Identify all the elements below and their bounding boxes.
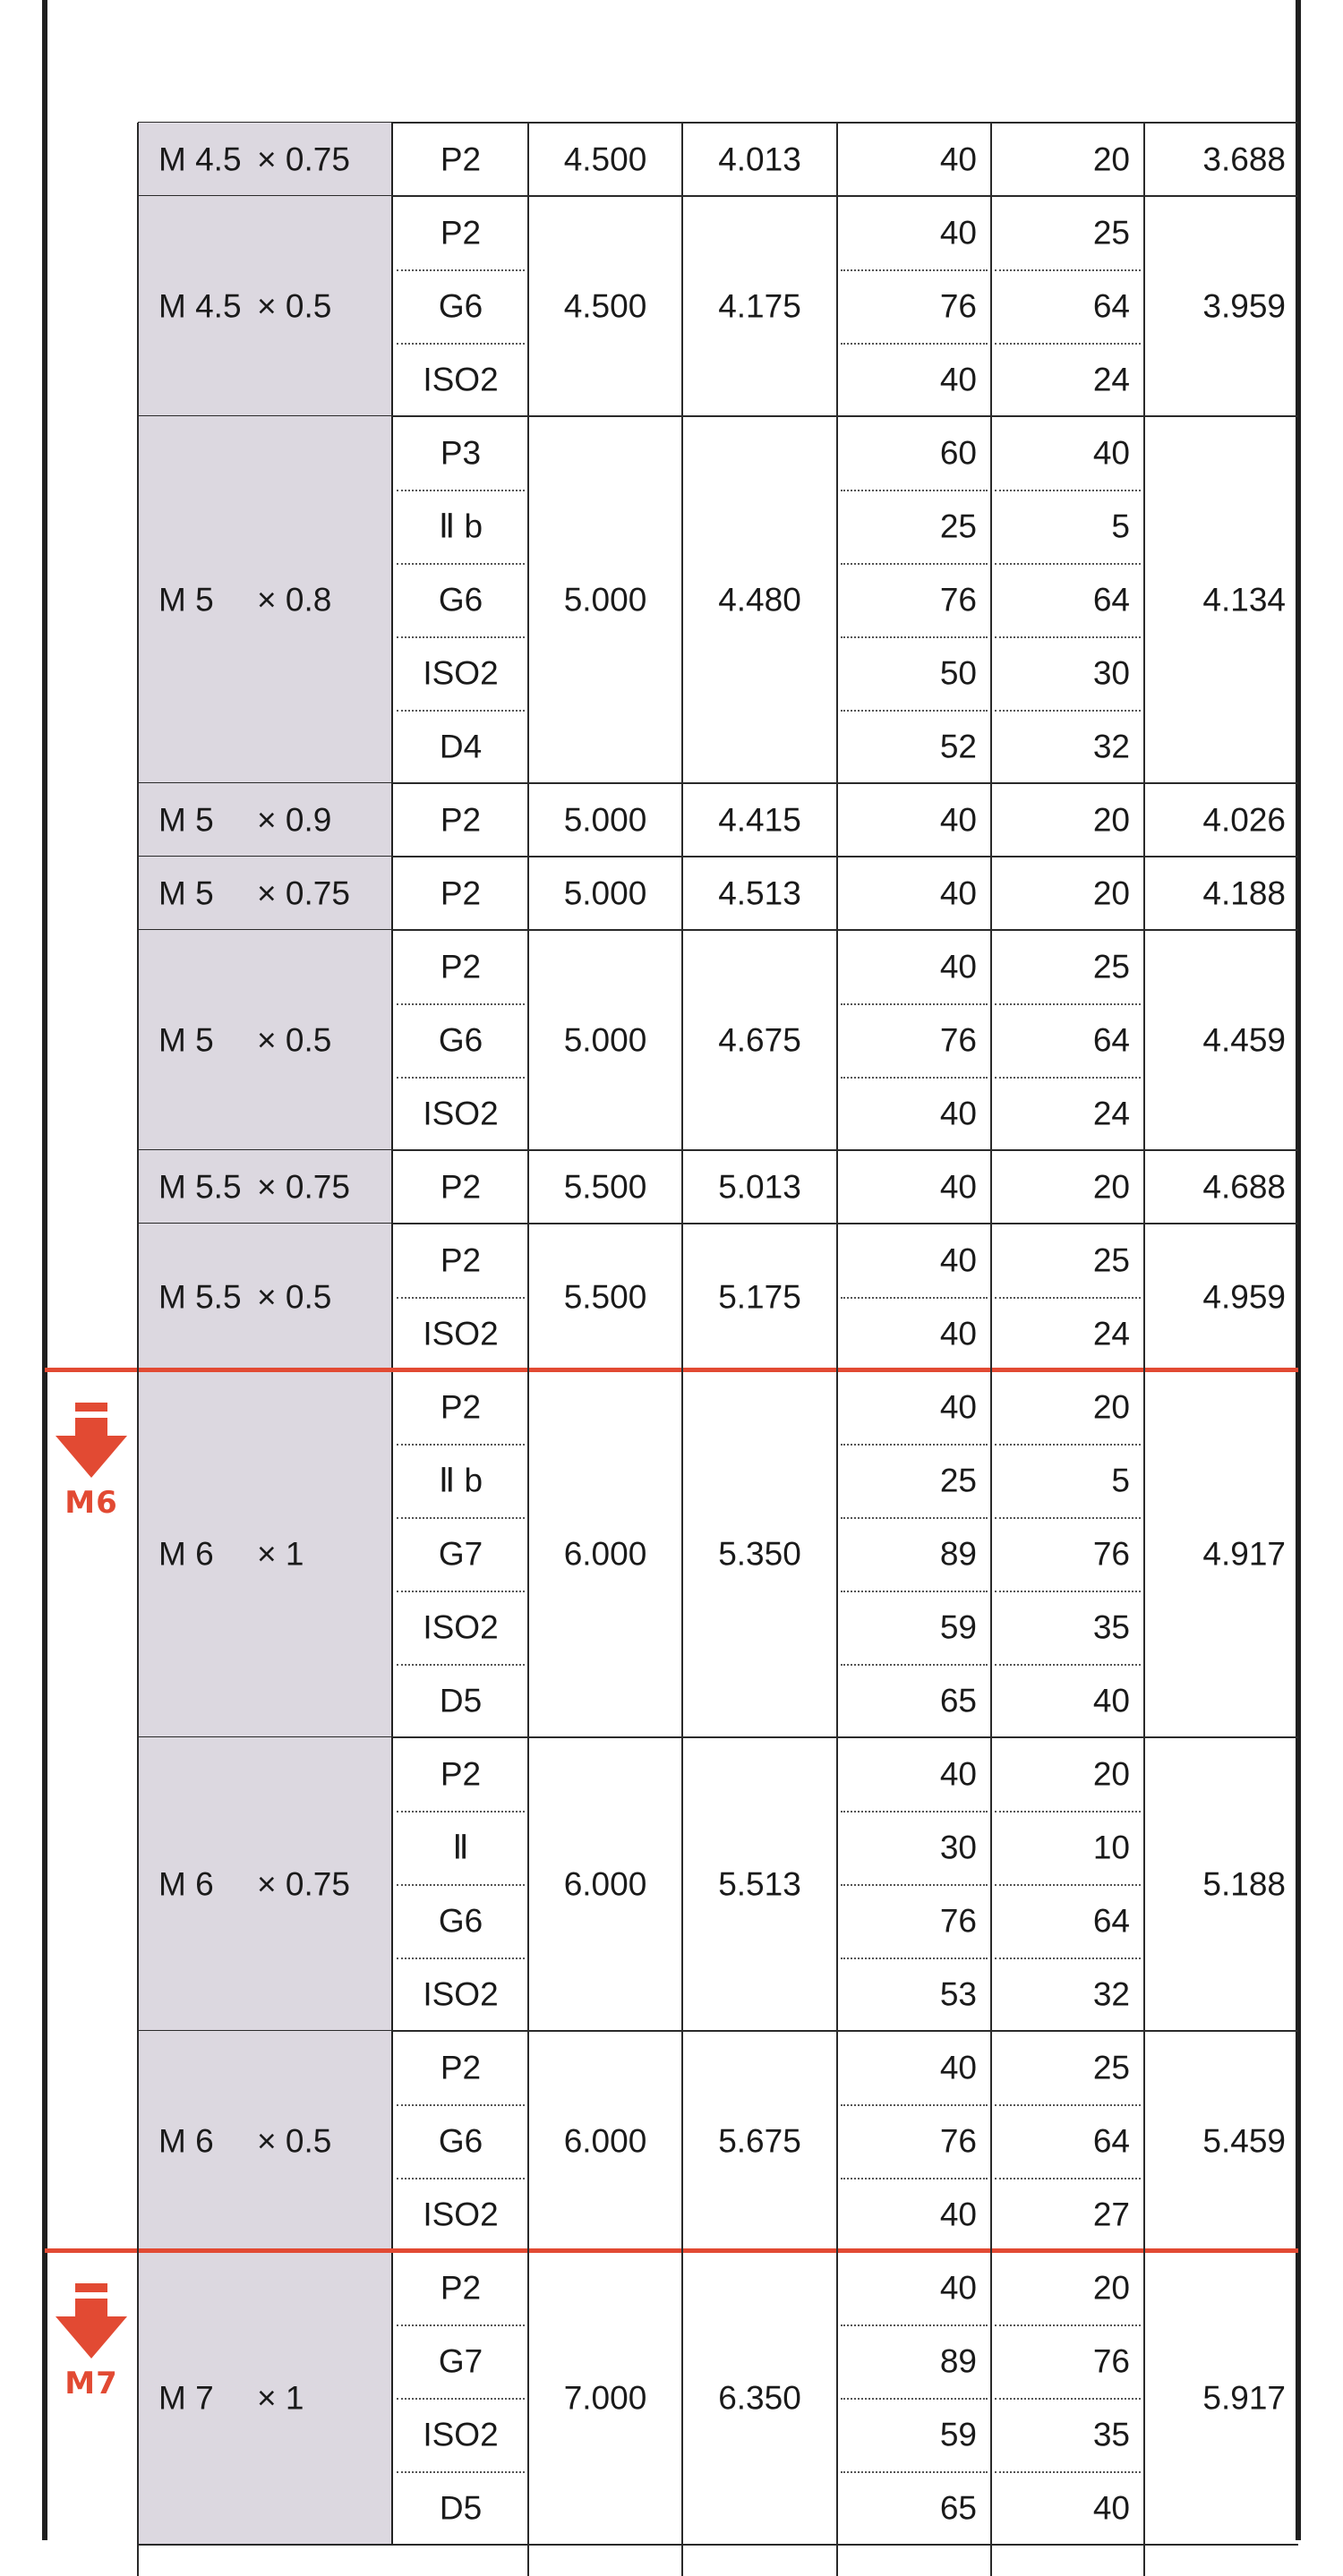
tolerance-value-1: 40 [939, 1388, 977, 1426]
tolerance-value-1: 40 [939, 1095, 977, 1132]
row-divider [841, 710, 988, 712]
row-divider [397, 2471, 525, 2473]
row-divider [995, 710, 1141, 712]
row-divider [397, 2178, 525, 2179]
tolerance-class: P2 [440, 874, 482, 912]
tolerance-value-2: 76 [1092, 1535, 1130, 1573]
tolerance-class: D4 [439, 728, 483, 765]
thread-pitch: × 0.5 [257, 1278, 332, 1316]
row-divider [397, 2324, 525, 2326]
row-divider [841, 1664, 988, 1666]
minor-diameter: 5.459 [1202, 2122, 1286, 2160]
row-divider [397, 710, 525, 712]
tolerance-value-1: 76 [939, 1021, 977, 1059]
thread-major: M 6 [158, 1865, 214, 1903]
row-divider [397, 490, 525, 491]
tolerance-value-2: 32 [1092, 728, 1130, 765]
tolerance-value-2: 25 [1092, 948, 1130, 985]
minor-diameter: 3.688 [1202, 141, 1286, 178]
row-divider [397, 269, 525, 271]
tolerance-value-1: 40 [939, 2049, 977, 2086]
row-divider [397, 1884, 525, 1886]
tolerance-class: P2 [440, 948, 482, 985]
tolerance-value-2: 20 [1092, 874, 1130, 912]
thread-pitch: × 1 [257, 1535, 304, 1573]
row-divider [841, 1444, 988, 1446]
pitch-diameter: 5.350 [718, 1535, 801, 1573]
tolerance-value-2: 20 [1092, 141, 1130, 178]
row-divider [995, 1811, 1141, 1813]
row-divider [995, 269, 1141, 271]
tolerance-value-2: 64 [1092, 2122, 1130, 2160]
tolerance-value-2: 32 [1092, 1975, 1130, 2013]
tolerance-value-2: 24 [1092, 361, 1130, 398]
tolerance-value-2: 64 [1092, 287, 1130, 325]
minor-diameter: 4.026 [1202, 801, 1286, 839]
column-rule [527, 123, 529, 2576]
row-divider [995, 636, 1141, 638]
row-divider [995, 1444, 1141, 1446]
tolerance-class: ISO2 [423, 654, 499, 692]
minor-diameter: 4.959 [1202, 1278, 1286, 1316]
row-divider [841, 2398, 988, 2400]
minor-diameter: 5.917 [1202, 2379, 1286, 2417]
row-divider [841, 1517, 988, 1519]
tolerance-value-2: 30 [1092, 654, 1130, 692]
tolerance-class: ISO2 [423, 1095, 499, 1132]
thread-pitch: × 0.5 [257, 1021, 332, 1059]
tolerance-value-2: 5 [1111, 1462, 1130, 1499]
column-rule [1143, 123, 1145, 2576]
tolerance-value-1: 89 [939, 2342, 977, 2380]
row-divider [995, 1591, 1141, 1592]
tolerance-value-1: 40 [939, 1755, 977, 1793]
tolerance-value-2: 40 [1092, 434, 1130, 472]
row-divider [841, 269, 988, 271]
row-divider [841, 1297, 988, 1299]
tolerance-value-1: 50 [939, 654, 977, 692]
row-divider [995, 2324, 1141, 2326]
tolerance-class: G7 [438, 1535, 483, 1573]
row-divider [995, 1003, 1141, 1005]
tolerance-value-2: 25 [1092, 2049, 1130, 2086]
tolerance-value-1: 40 [939, 801, 977, 839]
row-divider [841, 1811, 988, 1813]
group-divider [138, 2544, 1298, 2546]
tolerance-value-2: 20 [1092, 1388, 1130, 1426]
row-divider [841, 2471, 988, 2473]
tolerance-value-2: 35 [1092, 2416, 1130, 2453]
tolerance-class: P2 [440, 2049, 482, 2086]
tolerance-class: D5 [439, 2489, 483, 2527]
pitch-diameter: 5.513 [718, 1865, 801, 1903]
row-divider [397, 1003, 525, 1005]
nominal-diameter: 6.000 [563, 2122, 647, 2160]
tolerance-class: G7 [438, 2342, 483, 2380]
pitch-diameter: 5.013 [718, 1168, 801, 1206]
row-divider [397, 1077, 525, 1079]
row-divider [995, 490, 1141, 491]
tolerance-class: G6 [438, 287, 483, 325]
nominal-diameter: 5.000 [563, 801, 647, 839]
nominal-diameter: 5.500 [563, 1278, 647, 1316]
row-divider [995, 2178, 1141, 2179]
tolerance-class: ISO2 [423, 2416, 499, 2453]
tolerance-class: ISO2 [423, 2196, 499, 2233]
minor-diameter: 4.134 [1202, 581, 1286, 618]
nominal-diameter: 4.500 [563, 141, 647, 178]
tolerance-value-2: 20 [1092, 801, 1130, 839]
tolerance-class: G6 [438, 1021, 483, 1059]
row-divider [397, 1664, 525, 1666]
nominal-diameter: 5.000 [563, 581, 647, 618]
tolerance-class: P2 [440, 214, 482, 252]
tolerance-value-2: 24 [1092, 1095, 1130, 1132]
row-divider [995, 2398, 1141, 2400]
tolerance-value-1: 40 [939, 948, 977, 985]
tolerance-value-2: 64 [1092, 1902, 1130, 1940]
nominal-diameter: 5.000 [563, 1021, 647, 1059]
thread-pitch: × 1 [257, 2379, 304, 2417]
tolerance-value-2: 27 [1092, 2196, 1130, 2233]
row-divider [995, 1884, 1141, 1886]
tolerance-class: G6 [438, 581, 483, 618]
tolerance-value-1: 40 [939, 2196, 977, 2233]
thread-pitch: × 0.5 [257, 287, 332, 325]
minor-diameter: 4.188 [1202, 874, 1286, 912]
section-label: M7 [64, 2366, 118, 2401]
thread-major: M 4.5 [158, 141, 242, 178]
thread-major: M 6 [158, 2122, 214, 2160]
tolerance-class: G6 [438, 1902, 483, 1940]
tolerance-value-2: 10 [1092, 1829, 1130, 1866]
row-divider [397, 2104, 525, 2106]
tolerance-value-1: 59 [939, 1608, 977, 1646]
row-divider [995, 2471, 1141, 2473]
tolerance-value-1: 60 [939, 434, 977, 472]
tolerance-value-2: 64 [1092, 1021, 1130, 1059]
row-divider [397, 563, 525, 565]
thread-major: M 5 [158, 1021, 214, 1059]
thread-pitch: × 0.75 [257, 1168, 350, 1206]
row-divider [995, 1517, 1141, 1519]
tolerance-value-2: 76 [1092, 2342, 1130, 2380]
tolerance-value-2: 20 [1092, 1755, 1130, 1793]
pitch-diameter: 5.675 [718, 2122, 801, 2160]
row-divider [841, 1591, 988, 1592]
pitch-diameter: 4.480 [718, 581, 801, 618]
pitch-diameter: 4.415 [718, 801, 801, 839]
row-divider [841, 343, 988, 345]
thread-major: M 5 [158, 874, 214, 912]
tolerance-value-1: 76 [939, 581, 977, 618]
tolerance-class: P2 [440, 2269, 482, 2307]
tolerance-value-1: 89 [939, 1535, 977, 1573]
tolerance-class: ISO2 [423, 361, 499, 398]
row-divider [397, 1811, 525, 1813]
tolerance-value-1: 25 [939, 508, 977, 545]
pitch-diameter: 6.350 [718, 2379, 801, 2417]
tolerance-class: ISO2 [423, 1315, 499, 1352]
thread-pitch: × 0.75 [257, 874, 350, 912]
thread-major: M 5 [158, 581, 214, 618]
tolerance-value-2: 24 [1092, 1315, 1130, 1352]
row-divider [841, 636, 988, 638]
tolerance-class: P2 [440, 1241, 482, 1279]
thread-major: M 5.5 [158, 1278, 242, 1316]
column-rule [137, 123, 139, 2576]
minor-diameter: 4.688 [1202, 1168, 1286, 1206]
tolerance-value-2: 40 [1092, 2489, 1130, 2527]
row-divider [995, 563, 1141, 565]
row-divider [841, 1958, 988, 1959]
section-divider [45, 1368, 1298, 1372]
thread-pitch: × 0.9 [257, 801, 332, 839]
thread-pitch: × 0.75 [257, 1865, 350, 1903]
tolerance-value-1: 65 [939, 1682, 977, 1719]
tolerance-value-1: 30 [939, 1829, 977, 1866]
row-divider [397, 1297, 525, 1299]
pitch-diameter: 4.675 [718, 1021, 801, 1059]
row-divider [841, 2104, 988, 2106]
minor-diameter: 3.959 [1202, 287, 1286, 325]
row-divider [841, 490, 988, 491]
row-divider [995, 1077, 1141, 1079]
tolerance-value-1: 40 [939, 361, 977, 398]
row-divider [995, 343, 1141, 345]
tolerance-value-1: 76 [939, 1902, 977, 1940]
tolerance-class: ISO2 [423, 1608, 499, 1646]
thread-major: M 7 [158, 2379, 214, 2417]
tolerance-value-1: 76 [939, 287, 977, 325]
tolerance-class: P2 [440, 1168, 482, 1206]
row-divider [995, 1664, 1141, 1666]
row-divider [841, 1884, 988, 1886]
row-divider [397, 1444, 525, 1446]
tolerance-value-2: 35 [1092, 1608, 1130, 1646]
tolerance-value-1: 40 [939, 1168, 977, 1206]
column-rule [681, 123, 683, 2576]
thread-pitch: × 0.75 [257, 141, 350, 178]
thread-major: M 4.5 [158, 287, 242, 325]
minor-diameter: 4.459 [1202, 1021, 1286, 1059]
tolerance-class: Ⅱ [452, 1829, 469, 1866]
tolerance-value-1: 40 [939, 141, 977, 178]
pitch-diameter: 4.513 [718, 874, 801, 912]
tolerance-value-2: 40 [1092, 1682, 1130, 1719]
tolerance-value-1: 65 [939, 2489, 977, 2527]
tolerance-value-2: 25 [1092, 1241, 1130, 1279]
row-divider [397, 1591, 525, 1592]
tolerance-value-1: 52 [939, 728, 977, 765]
tolerance-value-1: 40 [939, 1315, 977, 1352]
tolerance-value-1: 40 [939, 214, 977, 252]
minor-diameter: 5.188 [1202, 1865, 1286, 1903]
minor-diameter: 4.917 [1202, 1535, 1286, 1573]
row-divider [995, 2104, 1141, 2106]
nominal-diameter: 6.000 [563, 1535, 647, 1573]
tolerance-class: P2 [440, 1388, 482, 1426]
row-divider [397, 636, 525, 638]
row-divider [397, 1517, 525, 1519]
tolerance-class: P2 [440, 141, 482, 178]
row-divider [995, 1297, 1141, 1299]
tolerance-class: P2 [440, 1755, 482, 1793]
row-divider [397, 343, 525, 345]
tolerance-class: ISO2 [423, 1975, 499, 2013]
tolerance-class: P3 [440, 434, 482, 472]
section-label: M6 [64, 1485, 118, 1521]
tolerance-class: D5 [439, 1682, 483, 1719]
tolerance-value-1: 53 [939, 1975, 977, 2013]
thread-major: M 5 [158, 801, 214, 839]
tolerance-value-2: 5 [1111, 508, 1130, 545]
tolerance-class: Ⅱ b [438, 508, 483, 545]
nominal-diameter: 5.000 [563, 874, 647, 912]
tolerance-value-1: 25 [939, 1462, 977, 1499]
tolerance-value-2: 64 [1092, 581, 1130, 618]
row-divider [995, 1958, 1141, 1959]
thread-major: M 5.5 [158, 1168, 242, 1206]
thread-pitch: × 0.8 [257, 581, 332, 618]
pitch-diameter: 5.175 [718, 1278, 801, 1316]
tolerance-class: Ⅱ b [438, 1462, 483, 1499]
row-divider [841, 1077, 988, 1079]
pitch-diameter: 4.013 [718, 141, 801, 178]
pitch-diameter: 4.175 [718, 287, 801, 325]
section-divider [45, 2248, 1298, 2253]
row-divider [397, 1958, 525, 1959]
tolerance-class: G6 [438, 2122, 483, 2160]
tolerance-value-2: 20 [1092, 1168, 1130, 1206]
tolerance-value-2: 25 [1092, 214, 1130, 252]
nominal-diameter: 7.000 [563, 2379, 647, 2417]
row-divider [841, 2324, 988, 2326]
down-arrow-icon [54, 2283, 129, 2360]
tolerance-value-1: 59 [939, 2416, 977, 2453]
tolerance-value-1: 76 [939, 2122, 977, 2160]
tolerance-class: P2 [440, 801, 482, 839]
row-divider [841, 563, 988, 565]
tolerance-value-1: 40 [939, 2269, 977, 2307]
nominal-diameter: 6.000 [563, 1865, 647, 1903]
column-rule [990, 123, 992, 2576]
row-divider [397, 2398, 525, 2400]
tolerance-value-1: 40 [939, 874, 977, 912]
row-divider [841, 1003, 988, 1005]
down-arrow-icon [54, 1403, 129, 1480]
column-rule [836, 123, 838, 2576]
thread-major: M 6 [158, 1535, 214, 1573]
nominal-diameter: 5.500 [563, 1168, 647, 1206]
tolerance-value-1: 40 [939, 1241, 977, 1279]
thread-pitch: × 0.5 [257, 2122, 332, 2160]
nominal-diameter: 4.500 [563, 287, 647, 325]
row-divider [841, 2178, 988, 2179]
tolerance-value-2: 20 [1092, 2269, 1130, 2307]
